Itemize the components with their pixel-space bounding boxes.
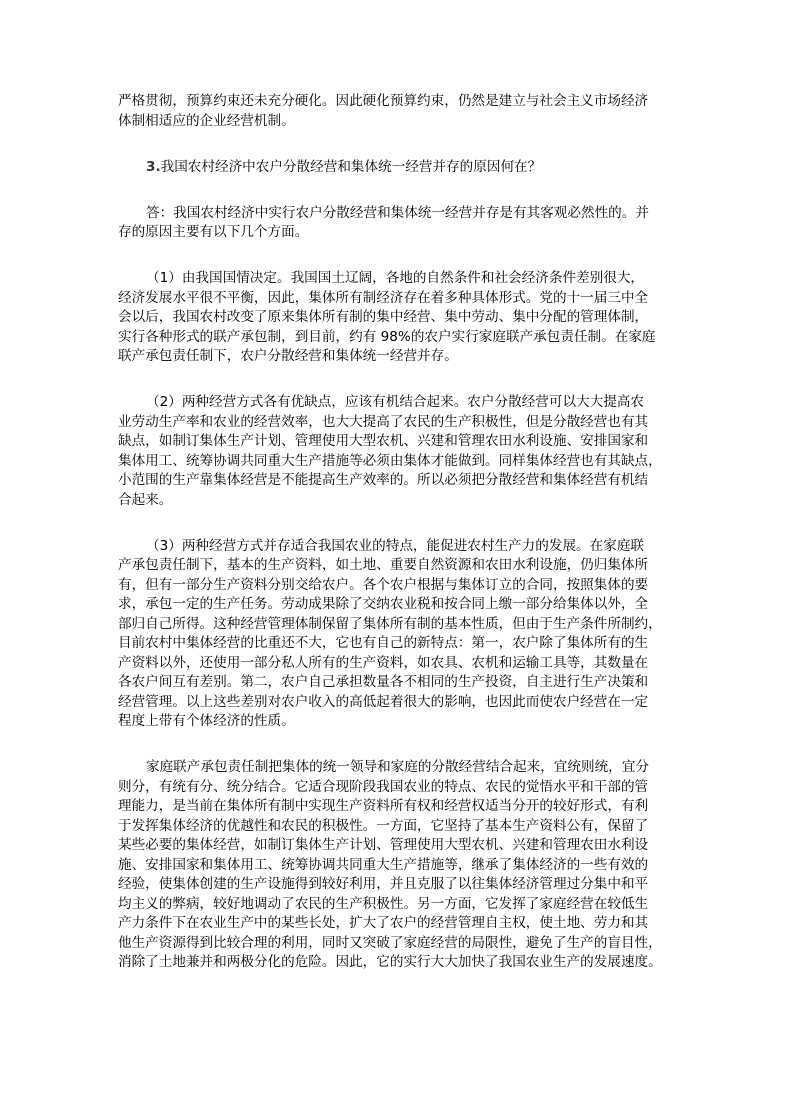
text-line: 存的原因主要有以下几个方面。 xyxy=(118,224,309,240)
text-line: 实行各种形式的联产承包制，到目前，约有 98%的农户实行家庭联产承包责任制。在家庭 xyxy=(118,328,656,345)
text-line: 业劳动生产率和农业的经营效率，也大大提高了农民的生产积极性，但是分散经营也有其 xyxy=(118,413,649,430)
text-line: 求，承包一定的生产任务。劳动成果除了交纳农业税和按合同上缴一部分给集体以外，全 xyxy=(118,596,649,612)
text-line: 有，但有一部分生产资料分别交给农户。各个农户根据与集体订立的合同，按照集体的要 xyxy=(118,576,649,593)
question-number: 3. xyxy=(146,158,161,175)
paragraph xyxy=(118,92,688,131)
text-line: 均主义的弊病，较好地调动了农民的生产积极性。另一方面，它发挥了家庭经营在较低生 xyxy=(118,895,649,912)
text-line: 家庭联产承包责任制把集体的统一领导和家庭的分散经营结合起来，宜统则统，宜分 xyxy=(146,759,649,775)
text-line: 产资料以外，还使用一部分私人所有的生产资料，如农具、农机和运输工具等，其数量在 xyxy=(118,654,649,671)
text-line: 施、安排国家和集体用工、统筹协调共同重大生产措施等，继承了集体经济的一些有效的 xyxy=(118,856,649,873)
text-line: 他生产资源得到比较合理的利用，同时又突破了家庭经营的局限性，避免了生产的盲目性， xyxy=(118,934,662,951)
text-line: 缺点，如制订集体生产计划、管理使用大型农机、兴建和管理农田水利设施、安排国家和 xyxy=(118,433,649,449)
text-line: 产承包责任制下，基本的生产资料，如土地、重要自然资源和农田水利设施，仍归集体所 xyxy=(118,557,649,573)
question-text: 我国农村经济中农户分散经营和集体统一经营并存的原因何在？ xyxy=(160,158,542,175)
paragraph xyxy=(118,537,688,732)
paragraph xyxy=(118,758,688,973)
text-line: 答：我国农村经济中实行农户分散经营和集体统一经营并存是有其客观必然性的。并 xyxy=(146,204,649,221)
text-line: （3）两种经营方式并存适合我国农业的特点，能促进农村生产力的发展。在家庭联 xyxy=(146,537,645,554)
text-line: 各农户间互有差别。第二，农户自己承担数量各不相同的生产投资，自主进行生产决策和 xyxy=(118,674,649,690)
text-line: 会以后，我国农村改变了原来集体所有制的集中经营、集中劳动、集中分配的管理体制， xyxy=(118,309,649,325)
text-line: 部归自己所得。这种经营管理体制保留了集体所有制的基本性质，但由于生产条件所制约， xyxy=(118,615,662,632)
text-line: 集体用工、统筹协调共同重大生产措施等必须由集体才能做到。同样集体经营也有其缺点， xyxy=(118,452,662,469)
text-line: 于发挥集体经济的优越性和农民的积极性。一方面，它坚持了基本生产资料公有，保留了 xyxy=(118,817,649,834)
paragraph xyxy=(118,393,688,510)
text-line: （2）两种经营方式各有优缺点，应该有机结合起来。农户分散经营可以大大提高农 xyxy=(146,394,645,410)
text-line: 理能力，是当前在集体所有制中实现生产资料所有权和经营权适当分开的较好形式，有利 xyxy=(118,798,649,814)
text-line: 消除了土地兼并和两极分化的危险。因此，它的实行大大加快了我国农业生产的发展速度。 xyxy=(118,954,662,970)
text-line: 严格贯彻，预算约束还未充分硬化。因此硬化预算约束，仍然是建立与社会主义市场经济 xyxy=(118,93,649,109)
text-line: 小范围的生产靠集体经营是不能提高生产效率的。所以必须把分散经营和集体经营有机结 xyxy=(118,472,649,488)
text-line: 某些必要的集体经营，如制订集体生产计划、管理使用大型农机、兴建和管理农田水利设 xyxy=(118,837,649,853)
text-line: 产力条件下在农业生产中的某些长处，扩大了农户的经营管理自主权，使土地、劳力和其 xyxy=(118,915,649,931)
question-heading xyxy=(118,158,688,178)
text-line: 合起来。 xyxy=(118,491,173,508)
text-line: 经营管理。以上这些差别对农户收入的高低起着很大的影响，也因此而使农户经营在一定 xyxy=(118,693,649,710)
text-line: （1）由我国国情决定。我国国土辽阔，各地的自然条件和社会经济条件差别很大， xyxy=(146,270,645,286)
text-line: 经济发展水平很不平衡，因此，集体所有制经济存在着多种具体形式。党的十一届三中全 xyxy=(118,289,649,306)
text-line: 体制相适应的企业经营机制。 xyxy=(118,112,295,129)
text-line: 则分，有统有分、统分结合。它适合现阶段我国农业的特点、农民的觉悟水平和干部的管 xyxy=(118,778,649,795)
text-line: 程度上带有个体经济的性质。 xyxy=(118,713,295,729)
paragraph xyxy=(118,269,688,367)
text-line xyxy=(118,158,688,178)
document-body xyxy=(118,92,688,973)
text-line: 经验，使集体创建的生产设施得到较好利用，并且克服了以往集体经济管理过分集中和平 xyxy=(118,876,649,892)
text-line: 联产承包责任制下，农户分散经营和集体统一经营并存。 xyxy=(118,348,458,364)
text-line: 目前农村中集体经营的比重还不大，它也有自己的新特点：第一，农户除了集体所有的生 xyxy=(118,635,649,651)
paragraph xyxy=(118,204,688,243)
